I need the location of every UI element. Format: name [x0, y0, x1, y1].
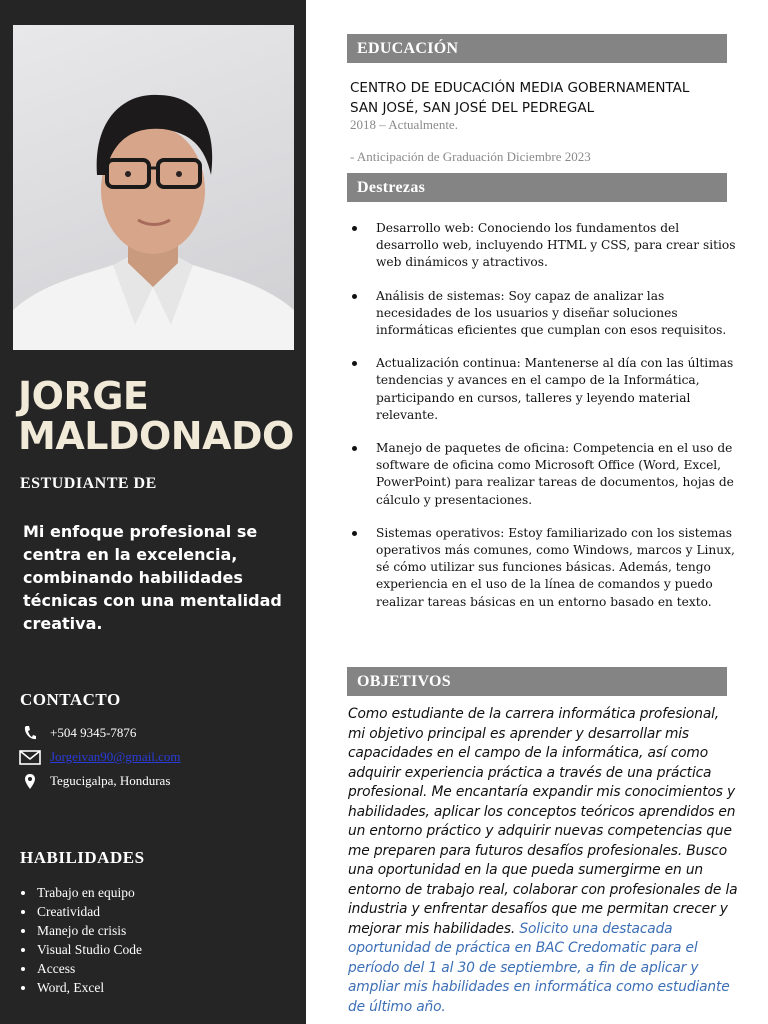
person-name — [18, 376, 298, 456]
skills-list — [20, 883, 142, 997]
list-item: Desarrollo web: Conociendo los fundamentos del desarrollo web, incluyendo HTML y CSS, para crear sitios web dinámicos y atractivos. — [376, 220, 736, 272]
mail-icon — [18, 748, 42, 766]
name-first: JORGE — [18, 374, 149, 418]
location-pin-icon — [18, 772, 42, 790]
list-item: Actualización continua: Mantenerse al día con las últimas tendencias y avances en el campo de la Informática, participando en cursos, talleres y leyendo material relevante. — [376, 355, 736, 424]
phone-icon — [18, 724, 42, 742]
list-item: Sistemas operativos: Estoy familiarizado con los sistemas operativos más comunes, como Windows, marcos y Linux, sé cómo utilizar sus funciones básicas. Además, tengo experiencia en el uso de la línea de comandos y puedo realizar tareas básicas en un entorno basado en texto. — [376, 525, 736, 611]
phone-number: +504 9345-7876 — [50, 725, 137, 740]
email-link[interactable]: Jorgeivan90@gmail.com — [50, 749, 181, 764]
list-item: Trabajo en equipo — [20, 883, 142, 902]
contact-heading: CONTACTO — [20, 690, 121, 709]
list-item: Manejo de crisis — [20, 921, 142, 940]
contact-phone — [18, 724, 136, 742]
objective-body: Como estudiante de la carrera informática profesional, mi objetivo principal es aprender y desarrollar mis capacidades en el campo de la informática, así como adquirir experiencia práctica a través de una práctica profesional. Me encantaría expandir mis conocimientos y habilidades, aplicar los conceptos teóricos aprendidos en un entorno práctico y adquirir nuevas competencias que me preparen para futuros desafíos profesionales. Busco una oportunidad en la que pueda sumergirme en un entorno de trabajo real, colaborar con profesionales de la industria y enfrentar desafíos que me permitan crecer y mejorar mis habilidades. — [348, 706, 738, 937]
list-item: Creatividad — [20, 902, 142, 921]
list-item: Word, Excel — [20, 978, 142, 997]
location-text: Tegucigalpa, Honduras — [50, 773, 171, 788]
education-heading: EDUCACIÓN — [347, 34, 727, 63]
sidebar — [0, 0, 306, 1024]
name-last: MALDONADO — [18, 414, 294, 458]
main-content — [306, 0, 768, 1024]
profile-photo — [13, 25, 294, 350]
skills-heading: HABILIDADES — [20, 848, 145, 867]
objective-highlight: Solicito una destacada oportunidad de práctica en BAC Credomatic para el período del 1 al 30 de septiembre, a fin de aplicar y ampliar mis habilidades en informática como estudiante de último año. — [348, 920, 730, 1015]
list-item: Manejo de paquetes de oficina: Competencia en el uso de software de oficina como Microsoft Office (Word, Excel, PowerPoint) para realizar tareas de documentos, hojas de cálculo y presentaciones. — [376, 440, 736, 509]
institution-line-2: SAN JOSÉ, SAN JOSÉ DEL PEDREGAL — [350, 100, 595, 116]
subtitle: ESTUDIANTE DE — [20, 475, 157, 492]
objetivos-heading: OBJETIVOS — [347, 667, 727, 696]
contact-email — [18, 748, 181, 766]
institution-line-1: CENTRO DE EDUCACIÓN MEDIA GOBERNAMENTAL — [350, 80, 690, 96]
education-dates: 2018 – Actualmente. — [350, 117, 458, 132]
list-item: Análisis de sistemas: Soy capaz de analizar las necesidades de los usuarios y diseñar soluciones informáticas eficientes que cumplan con esos requisitos. — [376, 288, 736, 340]
education-institution — [350, 78, 740, 118]
contact-location — [18, 772, 170, 790]
education-note: - Anticipación de Graduación Diciembre 2023 — [350, 149, 591, 164]
list-item: Access — [20, 959, 142, 978]
focus-statement: Mi enfoque profesional se centra en la excelencia, combinando habilidades técnicas con una mentalidad creativa. — [23, 522, 282, 633]
list-item: Visual Studio Code — [20, 940, 142, 959]
destrezas-heading: Destrezas — [347, 173, 727, 202]
destrezas-list — [376, 220, 736, 627]
objective-text — [348, 705, 740, 1017]
